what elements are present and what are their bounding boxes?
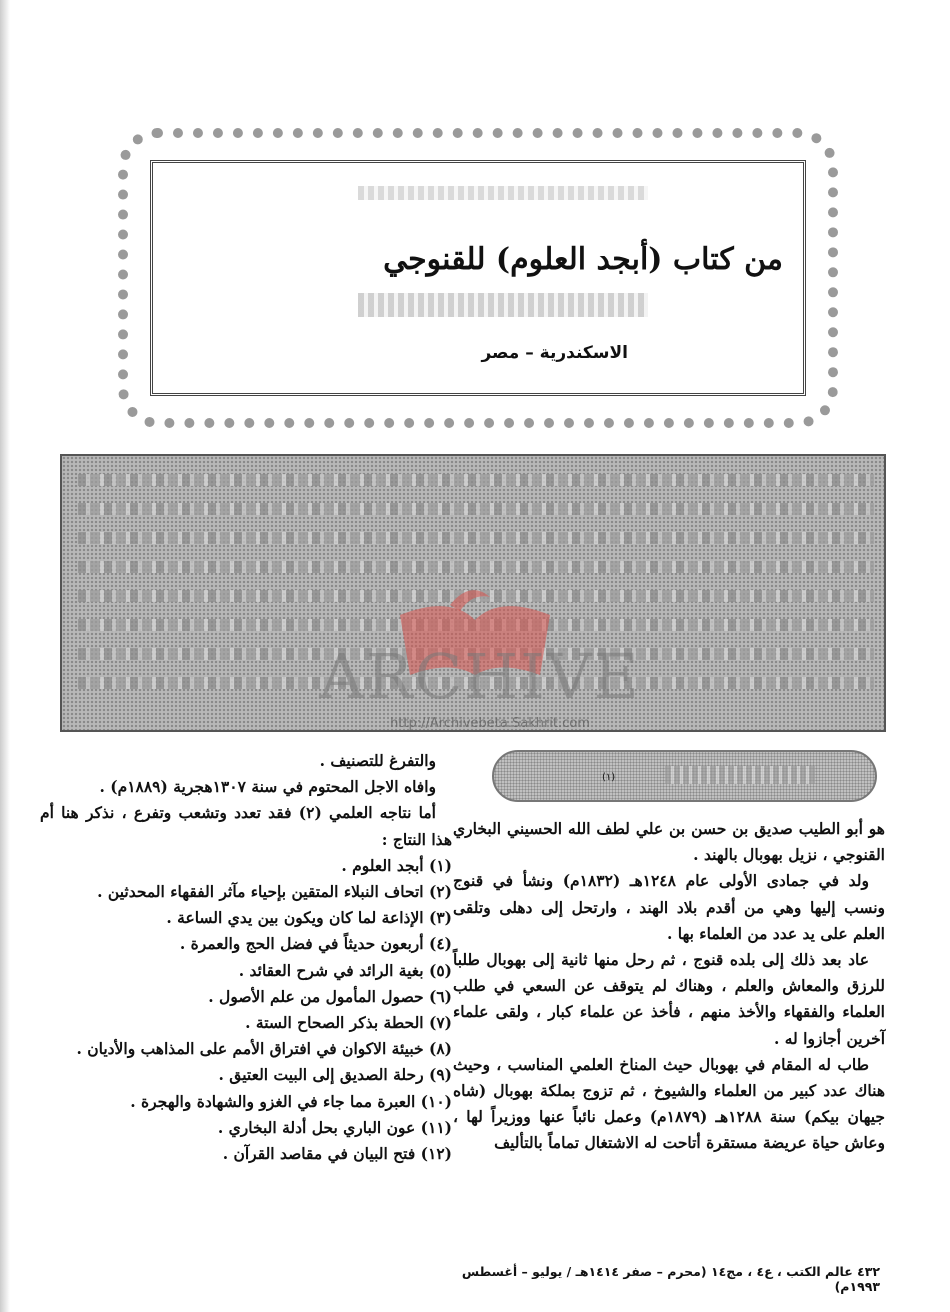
works-list-item: (٣) الإذاعة لما كان ويكون بين يدي الساعة .: [166, 908, 452, 928]
bio-paragraph: ولد في جمادى الأولى عام ١٢٤٨هـ (١٨٣٢م) ونشأ في قنوج ونسب إليها وهي من أقدم بلاد الهند ، وارتحل إلى دهلى وتلقى العلم على يد عدد من العلماء بها .: [453, 871, 885, 943]
page-scan-edge: [0, 0, 10, 1312]
works-list-item: (٨) خبيئة الاكوان في افتراق الأمم على المذاهب والأديان .: [76, 1039, 452, 1059]
works-list: [40, 853, 452, 1167]
article-title: من كتاب (أبجد العلوم) للقنوجي: [383, 242, 783, 277]
works-list-item: (١٠) العبرة مما جاء في الغزو والشهادة والهجرة .: [130, 1091, 452, 1111]
works-list-item: (٢) اتحاف النبلاء المتقين بإحياء مآثر الفقهاء المحدثين .: [97, 882, 452, 902]
bio-paragraph: عاد بعد ذلك إلى بلده قنوج ، ثم رحل منها ثانية إلى بهوبال طلباً للرزق والمعاش والعلم ، وهناك لم يتوقف عن السعي في طلب العلماء والفقهاء والأخذ منهم ، فأخذ عن علماء كبار ، ولقى علماء آخرين أجازوا له .: [453, 950, 885, 1048]
works-list-item: (١) أبجد العلوم .: [341, 855, 452, 875]
works-list-item: (١١) عون الباري بحل أدلة البخاري .: [217, 1117, 452, 1137]
works-list-item: (١٢) فتح البيان في مقاصد القرآن .: [222, 1144, 452, 1164]
faded-subtitle-line: [358, 186, 648, 200]
page-footer: ٤٣٢ عالم الكتب ، ع٤ ، مج١٤ (محرم – صفر ١٤١٤هـ / يوليو – أغسطس ١٩٩٣م): [461, 1264, 880, 1294]
archive-watermark: ARCHIVE: [319, 640, 641, 713]
works-list-item: (٩) رحلة الصديق إلى البيت العتيق .: [218, 1065, 452, 1085]
faded-author-line: [358, 293, 648, 317]
works-list-item: (٤) أربعون حديثاً في فضل الحج والعمرة .: [179, 934, 452, 954]
footnote-marker: (١): [602, 772, 616, 783]
works-list-item: (٦) حصول المأمول من علم الأصول .: [208, 986, 452, 1006]
works-list-item: (٧) الحطة بذكر الصحاح الستة .: [245, 1013, 452, 1033]
intro-paragraph: أما نتاجه العلمي (٢) فقد تعدد وتشعب وتفرع ، نذكر هنا أم هذا النتاج :: [40, 803, 452, 849]
author-place: الاسكندرية – مصر: [481, 343, 628, 363]
section-heading-banner: [492, 750, 877, 802]
intro-paragraph: والتفرغ للتصنيف .: [319, 751, 436, 770]
works-list-item: (٥) بغية الرائد في شرح العقائد .: [238, 960, 452, 980]
intro-paragraph: وافاه الاجل المحتوم في سنة ١٣٠٧هجرية (١٨٨٩م) .: [99, 777, 436, 797]
right-column-biography: [453, 816, 885, 1157]
left-column-works: [40, 748, 452, 1167]
faded-section-heading: [665, 766, 815, 784]
bio-paragraph: طاب له المقام في بهوبال حيث المناخ العلمي المناسب ، وحيث هناك عدد كبير من العلماء والشيوخ ، ثم تزوج بملكة بهوبال (شاه جيهان بيكم) سنة ١٢٨٨هـ (١٨٧٩م) وعمل نائباً عنها ووزيراً لها ، وعاش حياة عريضة مستقرة أتاحت له الاشتغال تماماً بالتأليف: [453, 1054, 885, 1153]
archive-watermark-url: http://Archivebeta.Sakhrit.com: [390, 716, 590, 731]
bio-paragraph: هو أبو الطيب صديق بن حسن بن علي لطف الله الحسيني البخاري القنوجي ، نزيل بهوبال بالهند .: [453, 819, 885, 865]
ornamental-title-frame: [118, 128, 838, 428]
